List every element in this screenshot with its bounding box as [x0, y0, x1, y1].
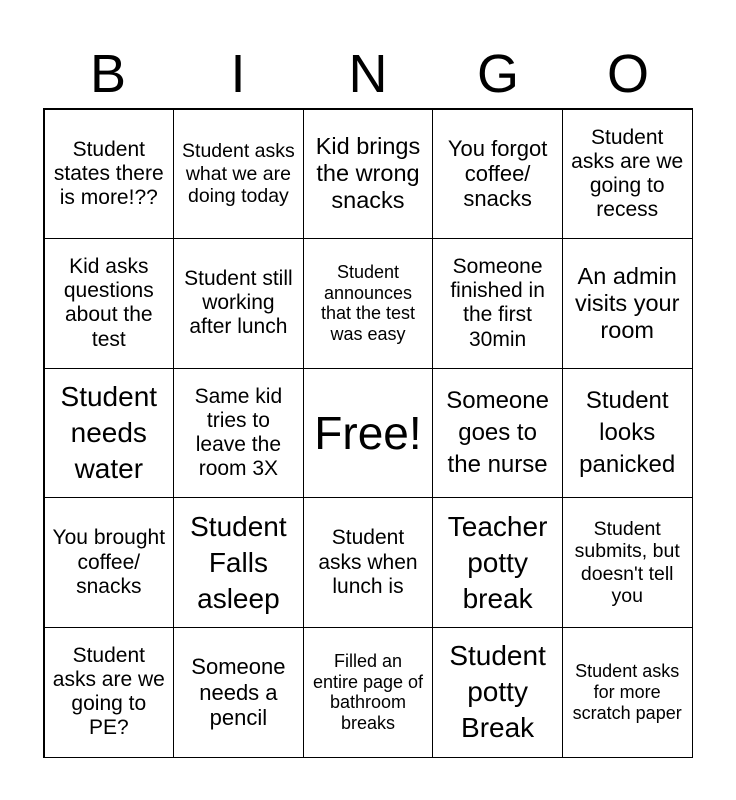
bingo-cell-b4[interactable] — [44, 497, 175, 628]
bingo-cell-n2[interactable] — [303, 238, 434, 369]
header-letter-b: B — [89, 44, 127, 104]
cell-text: Teacher potty break — [447, 510, 548, 614]
cell-text: Someone finished in the first 30min — [450, 255, 545, 351]
header-letter-o: O — [606, 44, 649, 104]
cell-text: An admin visits your room — [574, 262, 680, 343]
bingo-cell-o4[interactable] — [562, 497, 693, 628]
bingo-cell-g5[interactable] — [432, 627, 563, 758]
cell-text: Student needs water — [60, 381, 158, 484]
cell-text: Someone needs a pencil — [191, 654, 286, 730]
bingo-cell-g1[interactable] — [432, 109, 563, 240]
cell-text: Someone goes to the nurse — [446, 387, 549, 478]
cell-text: Kid asks questions about the test — [63, 255, 154, 351]
header-letter-i: I — [230, 44, 246, 104]
bingo-cell-i5[interactable] — [173, 627, 304, 758]
bingo-cell-g4[interactable] — [432, 497, 563, 628]
cell-text: Student Falls asleep — [190, 510, 287, 614]
cell-text: Student potty Break — [449, 640, 546, 744]
cell-text: You brought coffee/ snacks — [52, 526, 166, 598]
bingo-board — [43, 108, 693, 758]
bingo-cell-g2[interactable] — [432, 238, 563, 369]
cell-text: Student asks are we going to PE? — [52, 643, 165, 740]
cell-text: Student looks panicked — [579, 387, 676, 478]
bingo-cell-g3[interactable] — [432, 368, 563, 499]
cell-text: Student announces that the test was easy — [320, 262, 416, 345]
bingo-cell-b3[interactable] — [44, 368, 175, 499]
cell-text: Student asks what we are doing today — [182, 140, 295, 207]
cell-text: Same kid tries to leave the room 3X — [194, 384, 283, 481]
bingo-cell-i4[interactable] — [173, 497, 304, 628]
bingo-cell-i1[interactable] — [173, 109, 304, 240]
bingo-cell-n1[interactable] — [303, 109, 434, 240]
bingo-cell-i3[interactable] — [173, 368, 304, 499]
header-letter-g: G — [476, 44, 519, 104]
bingo-cell-n5[interactable] — [303, 627, 434, 758]
cell-text: Kid brings the wrong snacks — [315, 133, 421, 214]
bingo-cell-b1[interactable] — [44, 109, 175, 240]
bingo-cell-o3[interactable] — [562, 368, 693, 499]
cell-text: Student states there is more!?? — [53, 137, 164, 209]
cell-text: Student submits, but doesn't tell you — [574, 517, 680, 608]
cell-text: You forgot coffee/ snacks — [447, 135, 548, 212]
bingo-cell-free[interactable] — [303, 368, 434, 499]
bingo-cell-o1[interactable] — [562, 109, 693, 240]
cell-text: Student still working after lunch — [184, 267, 293, 339]
bingo-cell-o2[interactable] — [562, 238, 693, 369]
cell-text: Student asks are we going to recess — [571, 125, 684, 221]
free-space-text: Free! — [314, 406, 422, 459]
bingo-cell-o5[interactable] — [562, 627, 693, 758]
cell-text: Student asks when lunch is — [318, 526, 418, 598]
header-letter-n: N — [348, 44, 388, 104]
cell-text: Student asks for more scratch paper — [572, 661, 682, 723]
bingo-cell-n4[interactable] — [303, 497, 434, 628]
bingo-cell-b2[interactable] — [44, 238, 175, 369]
bingo-cell-i2[interactable] — [173, 238, 304, 369]
bingo-header — [43, 40, 693, 108]
cell-text: Filled an entire page of bathroom breaks — [312, 650, 424, 733]
bingo-cell-b5[interactable] — [44, 627, 175, 758]
